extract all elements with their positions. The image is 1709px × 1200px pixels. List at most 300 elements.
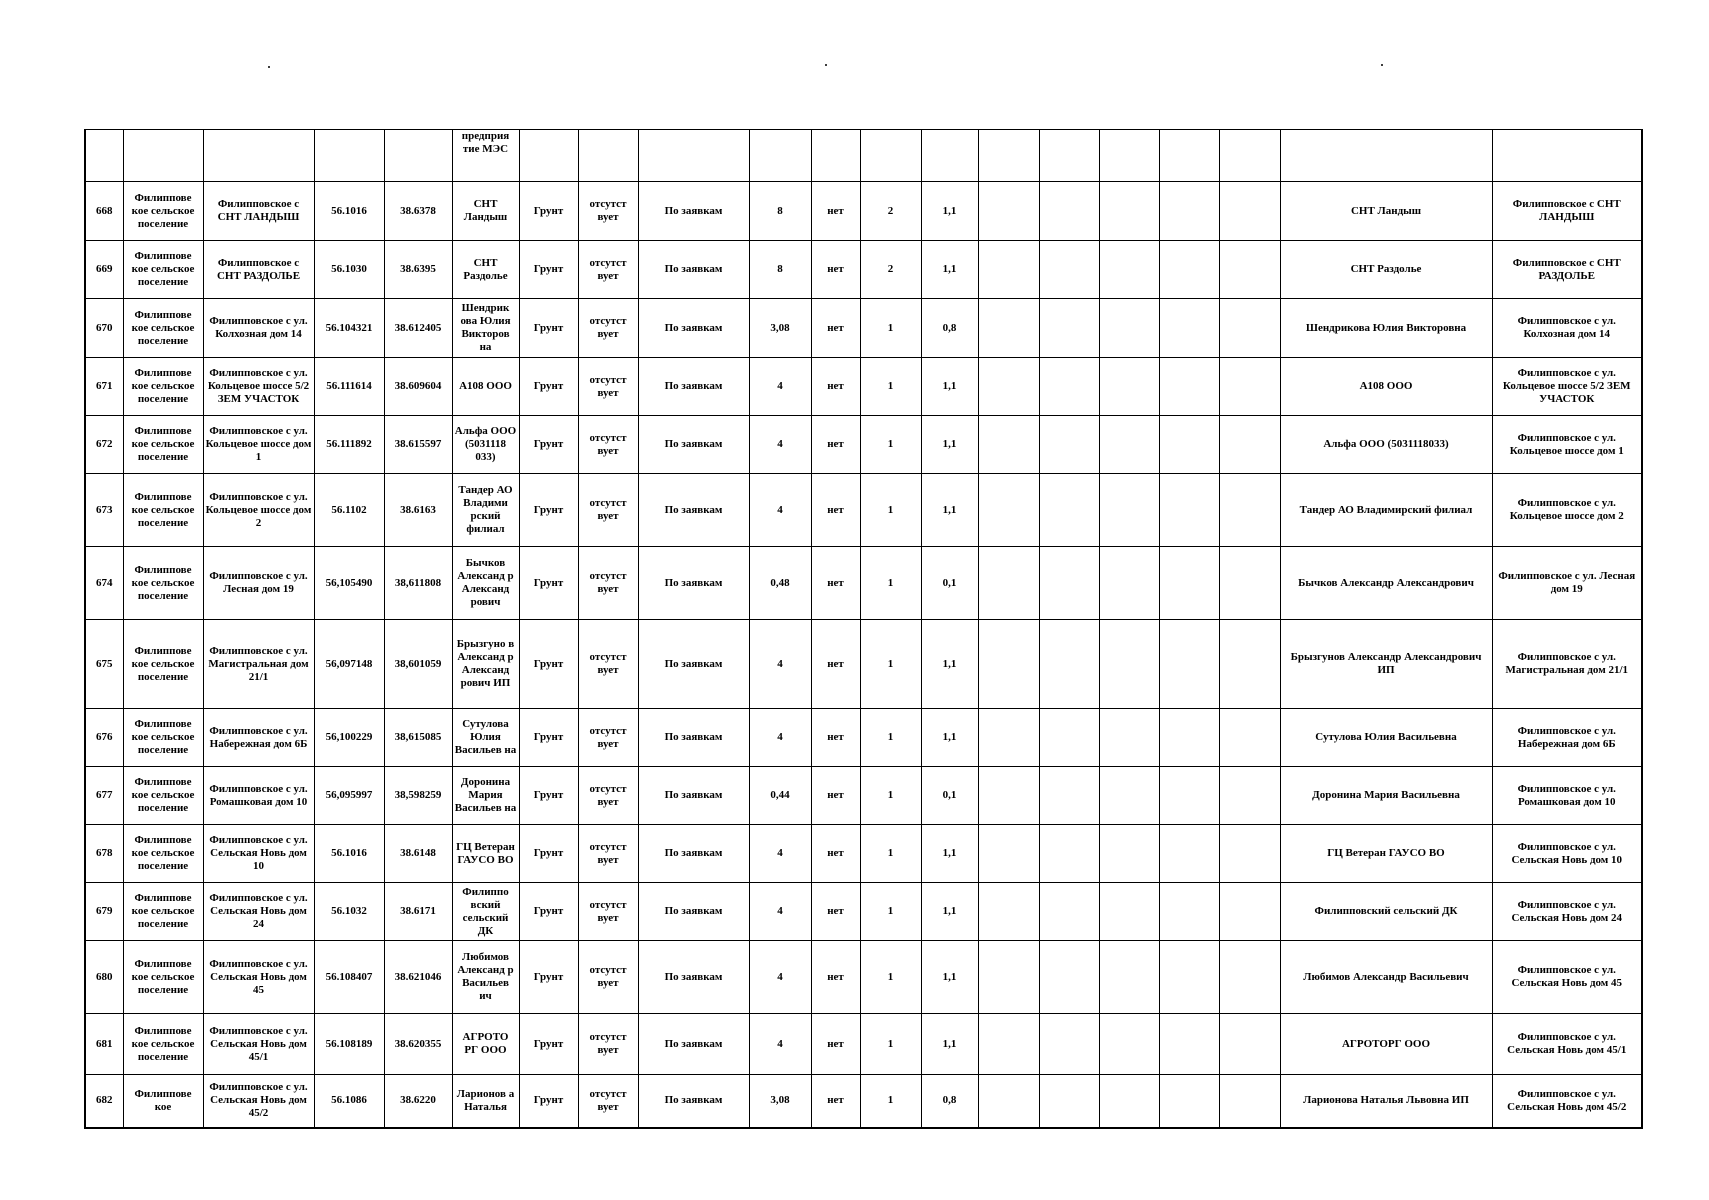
cell-schedule: По заявкам [638, 941, 749, 1014]
cell-num: 679 [85, 883, 123, 941]
cell-empty [1159, 1075, 1219, 1128]
cell-volume [921, 130, 978, 182]
cell-surface: Грунт [519, 474, 578, 547]
cell-settlement: Филиппове кое сельское поселение [123, 767, 203, 825]
cell-num [85, 130, 123, 182]
table-row [85, 1014, 1642, 1075]
cell-source-address: Филипповское с ул. Магистральная дом 21/1 [1492, 620, 1642, 709]
cell-schedule: По заявкам [638, 709, 749, 767]
cell-settlement [123, 130, 203, 182]
cell-empty [978, 1075, 1039, 1128]
cell-containers: 1 [860, 547, 921, 620]
cell-address: Филипповское с ул. Ромашковая дом 10 [203, 767, 314, 825]
table-row [85, 474, 1642, 547]
cell-empty [1099, 358, 1159, 416]
cell-cover: нет [811, 941, 860, 1014]
cell-empty [1159, 130, 1219, 182]
cell-address: Филипповское с ул. Лесная дом 19 [203, 547, 314, 620]
cell-cover: нет [811, 299, 860, 358]
cell-empty [1039, 767, 1099, 825]
cell-lat [314, 130, 384, 182]
cell-empty [1099, 241, 1159, 299]
cell-surface: Грунт [519, 358, 578, 416]
cell-owner: Ларионов а Наталья [452, 1075, 519, 1128]
cell-lat: 56.111614 [314, 358, 384, 416]
cell-containers: 1 [860, 767, 921, 825]
cell-source-address: Филипповское с ул. Ромашковая дом 10 [1492, 767, 1642, 825]
cell-empty [978, 474, 1039, 547]
cell-org: СНТ Ландыш [1280, 182, 1492, 241]
cell-owner: СНТ Ландыш [452, 182, 519, 241]
cell-owner: предприя тие МЭС [452, 130, 519, 182]
cell-cover: нет [811, 825, 860, 883]
cell-source-address: Филипповское с ул. Сельская Новь дом 45/2 [1492, 1075, 1642, 1128]
cell-empty [978, 130, 1039, 182]
cell-empty [1159, 709, 1219, 767]
cell-volume: 1,1 [921, 941, 978, 1014]
cell-empty [1219, 547, 1280, 620]
cell-area [749, 130, 811, 182]
table-row [85, 241, 1642, 299]
cell-empty [1099, 883, 1159, 941]
cell-schedule: По заявкам [638, 883, 749, 941]
cell-settlement: Филиппове кое сельское поселение [123, 182, 203, 241]
cell-empty [1099, 825, 1159, 883]
cell-lat: 56.1016 [314, 182, 384, 241]
cell-owner: А108 ООО [452, 358, 519, 416]
cell-empty [1159, 1014, 1219, 1075]
cell-empty [1159, 241, 1219, 299]
cell-source-address: Филипповское с СНТ ЛАНДЫШ [1492, 182, 1642, 241]
cell-empty [978, 299, 1039, 358]
cell-containers: 1 [860, 620, 921, 709]
cell-owner: АГРОТО РГ ООО [452, 1014, 519, 1075]
cell-empty [1099, 474, 1159, 547]
cell-address: Филипповское с ул. Сельская Новь дом 45/1 [203, 1014, 314, 1075]
table-row [85, 416, 1642, 474]
cell-settlement: Филиппове кое сельское поселение [123, 358, 203, 416]
cell-empty [1039, 1014, 1099, 1075]
cell-schedule [638, 130, 749, 182]
cell-empty [1099, 130, 1159, 182]
cell-empty [1039, 709, 1099, 767]
cell-empty [1099, 941, 1159, 1014]
cell-empty [1219, 883, 1280, 941]
cell-address: Филипповское с ул. Кольцевое шоссе дом 1 [203, 416, 314, 474]
cell-lon: 38,598259 [384, 767, 452, 825]
cell-containers: 1 [860, 825, 921, 883]
cell-org: ГЦ Ветеран ГАУСО ВО [1280, 825, 1492, 883]
cell-empty [1039, 241, 1099, 299]
cell-empty [1099, 1014, 1159, 1075]
cell-empty [1039, 130, 1099, 182]
cell-empty [1219, 299, 1280, 358]
cell-empty [1039, 547, 1099, 620]
cell-lon: 38.6395 [384, 241, 452, 299]
cell-empty [1159, 474, 1219, 547]
cell-cover: нет [811, 182, 860, 241]
cell-lat: 56,097148 [314, 620, 384, 709]
cell-source-address: Филипповское с ул. Сельская Новь дом 24 [1492, 883, 1642, 941]
cell-org: А108 ООО [1280, 358, 1492, 416]
cell-fence: отсутст вует [578, 883, 638, 941]
cell-empty [1219, 709, 1280, 767]
cell-lon: 38.6220 [384, 1075, 452, 1128]
cell-cover: нет [811, 709, 860, 767]
cell-empty [978, 941, 1039, 1014]
cell-surface: Грунт [519, 416, 578, 474]
cell-owner: Сутулова Юлия Васильев на [452, 709, 519, 767]
cell-empty [1039, 620, 1099, 709]
cell-owner: Филиппо вский сельский ДК [452, 883, 519, 941]
registry-table [84, 129, 1643, 1129]
cell-owner: СНТ Раздолье [452, 241, 519, 299]
cell-source-address [1492, 130, 1642, 182]
cell-address: Филипповское с СНТ РАЗДОЛЬЕ [203, 241, 314, 299]
cell-address: Филипповское с ул. Кольцевое шоссе дом 2 [203, 474, 314, 547]
cell-empty [1219, 620, 1280, 709]
cell-lat: 56.1016 [314, 825, 384, 883]
cell-empty [1159, 299, 1219, 358]
cell-schedule: По заявкам [638, 241, 749, 299]
cell-owner: Альфа ООО (5031118 033) [452, 416, 519, 474]
cell-fence: отсутст вует [578, 709, 638, 767]
cell-area: 8 [749, 182, 811, 241]
cell-num: 678 [85, 825, 123, 883]
cell-empty [1159, 825, 1219, 883]
cell-org: АГРОТОРГ ООО [1280, 1014, 1492, 1075]
cell-source-address: Филипповское с ул. Набережная дом 6Б [1492, 709, 1642, 767]
cell-lon: 38.621046 [384, 941, 452, 1014]
cell-empty [1099, 182, 1159, 241]
cell-surface: Грунт [519, 767, 578, 825]
cell-org: Доронина Мария Васильевна [1280, 767, 1492, 825]
cell-lat: 56.1032 [314, 883, 384, 941]
cell-org: Бычков Александр Александрович [1280, 547, 1492, 620]
cell-schedule: По заявкам [638, 358, 749, 416]
cell-schedule: По заявкам [638, 299, 749, 358]
cell-area: 4 [749, 1014, 811, 1075]
cell-volume: 1,1 [921, 358, 978, 416]
cell-volume: 1,1 [921, 416, 978, 474]
cell-volume: 1,1 [921, 474, 978, 547]
cell-schedule: По заявкам [638, 825, 749, 883]
cell-containers: 1 [860, 1075, 921, 1128]
cell-cover: нет [811, 474, 860, 547]
cell-volume: 0,1 [921, 547, 978, 620]
cell-empty [1099, 620, 1159, 709]
cell-surface: Грунт [519, 825, 578, 883]
cell-num: 671 [85, 358, 123, 416]
cell-settlement: Филиппове кое сельское поселение [123, 474, 203, 547]
cell-lat: 56.104321 [314, 299, 384, 358]
cell-volume: 1,1 [921, 620, 978, 709]
cell-area: 4 [749, 941, 811, 1014]
table-row [85, 767, 1642, 825]
cell-num: 682 [85, 1075, 123, 1128]
cell-settlement: Филиппове кое сельское поселение [123, 620, 203, 709]
cell-surface: Грунт [519, 1014, 578, 1075]
cell-empty [1159, 767, 1219, 825]
cell-lon: 38.6378 [384, 182, 452, 241]
cell-settlement: Филиппове кое сельское поселение [123, 883, 203, 941]
cell-surface: Грунт [519, 241, 578, 299]
cell-volume: 0,1 [921, 767, 978, 825]
cell-empty [1039, 941, 1099, 1014]
cell-empty [1219, 182, 1280, 241]
table-row [85, 182, 1642, 241]
cell-num: 675 [85, 620, 123, 709]
cell-empty [978, 182, 1039, 241]
cell-owner: Бычков Александ р Александ рович [452, 547, 519, 620]
cell-lat: 56.1086 [314, 1075, 384, 1128]
cell-address [203, 130, 314, 182]
cell-empty [1039, 299, 1099, 358]
cell-schedule: По заявкам [638, 474, 749, 547]
cell-source-address: Филипповское с ул. Сельская Новь дом 10 [1492, 825, 1642, 883]
cell-cover: нет [811, 241, 860, 299]
cell-cover [811, 130, 860, 182]
cell-owner: ГЦ Ветеран ГАУСО ВО [452, 825, 519, 883]
cell-address: Филипповское с ул. Сельская Новь дом 24 [203, 883, 314, 941]
cell-address: Филипповское с СНТ ЛАНДЫШ [203, 182, 314, 241]
cell-owner: Брызгуно в Александ р Александ рович ИП [452, 620, 519, 709]
cell-containers: 1 [860, 299, 921, 358]
cell-settlement: Филиппове кое сельское поселение [123, 709, 203, 767]
cell-settlement: Филиппове кое сельское поселение [123, 241, 203, 299]
cell-empty [1219, 941, 1280, 1014]
cell-cover: нет [811, 1014, 860, 1075]
cell-lat: 56.111892 [314, 416, 384, 474]
cell-num: 676 [85, 709, 123, 767]
cell-containers: 1 [860, 474, 921, 547]
cell-area: 3,08 [749, 1075, 811, 1128]
cell-volume: 1,1 [921, 182, 978, 241]
cell-empty [1099, 299, 1159, 358]
cell-empty [1159, 416, 1219, 474]
cell-source-address: Филипповское с СНТ РАЗДОЛЬЕ [1492, 241, 1642, 299]
cell-empty [1039, 883, 1099, 941]
cell-num: 673 [85, 474, 123, 547]
cell-area: 3,08 [749, 299, 811, 358]
cell-address: Филипповское с ул. Магистральная дом 21/1 [203, 620, 314, 709]
cell-empty [978, 547, 1039, 620]
table-row [85, 547, 1642, 620]
cell-org: Филипповский сельский ДК [1280, 883, 1492, 941]
cell-schedule: По заявкам [638, 620, 749, 709]
cell-containers: 1 [860, 941, 921, 1014]
cell-empty [978, 709, 1039, 767]
cell-address: Филипповское с ул. Сельская Новь дом 45 [203, 941, 314, 1014]
cell-num: 677 [85, 767, 123, 825]
cell-containers: 1 [860, 416, 921, 474]
cell-empty [1219, 767, 1280, 825]
cell-source-address: Филипповское с ул. Сельская Новь дом 45/1 [1492, 1014, 1642, 1075]
cell-area: 4 [749, 474, 811, 547]
cell-empty [1219, 358, 1280, 416]
cell-fence: отсутст вует [578, 1014, 638, 1075]
cell-cover: нет [811, 883, 860, 941]
cell-fence: отсутст вует [578, 767, 638, 825]
cell-empty [978, 241, 1039, 299]
cell-settlement: Филиппове кое [123, 1075, 203, 1128]
cell-lat: 56,100229 [314, 709, 384, 767]
cell-num: 672 [85, 416, 123, 474]
cell-volume: 1,1 [921, 709, 978, 767]
cell-volume: 1,1 [921, 241, 978, 299]
table-row [85, 299, 1642, 358]
cell-empty [1219, 241, 1280, 299]
cell-address: Филипповское с ул. Колхозная дом 14 [203, 299, 314, 358]
cell-empty [1159, 182, 1219, 241]
cell-surface: Грунт [519, 941, 578, 1014]
cell-lat: 56,095997 [314, 767, 384, 825]
cell-containers: 1 [860, 709, 921, 767]
cell-schedule: По заявкам [638, 1014, 749, 1075]
cell-empty [1099, 1075, 1159, 1128]
cell-owner: Доронина Мария Васильев на [452, 767, 519, 825]
cell-empty [1219, 1075, 1280, 1128]
table-row [85, 709, 1642, 767]
cell-empty [1099, 416, 1159, 474]
cell-fence [578, 130, 638, 182]
cell-cover: нет [811, 358, 860, 416]
cell-containers: 1 [860, 883, 921, 941]
cell-empty [978, 825, 1039, 883]
cell-area: 4 [749, 825, 811, 883]
cell-settlement: Филиппове кое сельское поселение [123, 941, 203, 1014]
cell-volume: 0,8 [921, 299, 978, 358]
cell-address: Филипповское с ул. Сельская Новь дом 10 [203, 825, 314, 883]
cell-fence: отсутст вует [578, 241, 638, 299]
cell-empty [1159, 547, 1219, 620]
cell-cover: нет [811, 620, 860, 709]
table-row [85, 883, 1642, 941]
cell-schedule: По заявкам [638, 182, 749, 241]
cell-surface: Грунт [519, 709, 578, 767]
cell-lat: 56,105490 [314, 547, 384, 620]
cell-empty [1159, 620, 1219, 709]
cell-empty [1219, 416, 1280, 474]
cell-org: Тандер АО Владимирский филиал [1280, 474, 1492, 547]
cell-surface: Грунт [519, 883, 578, 941]
cell-lon: 38.612405 [384, 299, 452, 358]
cell-org: Любимов Александр Васильевич [1280, 941, 1492, 1014]
cell-org: Шендрикова Юлия Викторовна [1280, 299, 1492, 358]
cell-settlement: Филиппове кое сельское поселение [123, 547, 203, 620]
cell-surface [519, 130, 578, 182]
cell-empty [978, 416, 1039, 474]
cell-schedule: По заявкам [638, 767, 749, 825]
cell-empty [1219, 1014, 1280, 1075]
cell-lat: 56.1102 [314, 474, 384, 547]
cell-org [1280, 130, 1492, 182]
cell-owner: Тандер АО Владими рский филиал [452, 474, 519, 547]
cell-address: Филипповское с ул. Сельская Новь дом 45/2 [203, 1075, 314, 1128]
cell-source-address: Филипповское с ул. Кольцевое шоссе 5/2 ЗЕМ УЧАСТОК [1492, 358, 1642, 416]
cell-area: 4 [749, 416, 811, 474]
cell-empty [978, 620, 1039, 709]
cell-empty [1159, 941, 1219, 1014]
cell-lon: 38.6148 [384, 825, 452, 883]
cell-source-address: Филипповское с ул. Колхозная дом 14 [1492, 299, 1642, 358]
scan-speck [825, 64, 827, 66]
cell-containers [860, 130, 921, 182]
cell-fence: отсутст вует [578, 358, 638, 416]
cell-containers: 1 [860, 1014, 921, 1075]
cell-fence: отсутст вует [578, 620, 638, 709]
cell-empty [1039, 1075, 1099, 1128]
cell-cover: нет [811, 547, 860, 620]
cell-empty [1099, 547, 1159, 620]
cell-surface: Грунт [519, 182, 578, 241]
cell-surface: Грунт [519, 1075, 578, 1128]
cell-lon: 38.6163 [384, 474, 452, 547]
cell-containers: 1 [860, 358, 921, 416]
cell-org: Альфа ООО (5031118033) [1280, 416, 1492, 474]
cell-settlement: Филиппове кое сельское поселение [123, 825, 203, 883]
cell-cover: нет [811, 416, 860, 474]
scan-speck [1381, 64, 1383, 66]
cell-lon: 38,611808 [384, 547, 452, 620]
cell-num: 681 [85, 1014, 123, 1075]
cell-surface: Грунт [519, 620, 578, 709]
cell-fence: отсутст вует [578, 825, 638, 883]
cell-empty [1039, 416, 1099, 474]
cell-volume: 1,1 [921, 883, 978, 941]
cell-settlement: Филиппове кое сельское поселение [123, 1014, 203, 1075]
cell-volume: 1,1 [921, 1014, 978, 1075]
cell-area: 4 [749, 709, 811, 767]
cell-area: 8 [749, 241, 811, 299]
cell-schedule: По заявкам [638, 416, 749, 474]
cell-fence: отсутст вует [578, 416, 638, 474]
cell-source-address: Филипповское с ул. Лесная дом 19 [1492, 547, 1642, 620]
cell-lat: 56.108407 [314, 941, 384, 1014]
cell-schedule: По заявкам [638, 547, 749, 620]
cell-org: Ларионова Наталья Львовна ИП [1280, 1075, 1492, 1128]
cell-org: СНТ Раздолье [1280, 241, 1492, 299]
cell-lat: 56.108189 [314, 1014, 384, 1075]
cell-source-address: Филипповское с ул. Кольцевое шоссе дом 2 [1492, 474, 1642, 547]
cell-owner: Шендрик ова Юлия Викторов на [452, 299, 519, 358]
table-row [85, 620, 1642, 709]
cell-num: 670 [85, 299, 123, 358]
cell-cover: нет [811, 767, 860, 825]
cell-org: Сутулова Юлия Васильевна [1280, 709, 1492, 767]
cell-lon: 38.615597 [384, 416, 452, 474]
cell-empty [1159, 883, 1219, 941]
scan-speck [268, 66, 270, 68]
cell-empty [1039, 825, 1099, 883]
table-row [85, 130, 1642, 182]
cell-containers: 2 [860, 241, 921, 299]
cell-surface: Грунт [519, 547, 578, 620]
cell-volume: 1,1 [921, 825, 978, 883]
cell-empty [978, 1014, 1039, 1075]
cell-num: 680 [85, 941, 123, 1014]
cell-containers: 2 [860, 182, 921, 241]
cell-owner: Любимов Александ р Васильев ич [452, 941, 519, 1014]
cell-area: 4 [749, 358, 811, 416]
cell-address: Филипповское с ул. Кольцевое шоссе 5/2 ЗЕМ УЧАСТОК [203, 358, 314, 416]
cell-lon: 38,615085 [384, 709, 452, 767]
cell-fence: отсутст вует [578, 474, 638, 547]
cell-fence: отсутст вует [578, 299, 638, 358]
cell-source-address: Филипповское с ул. Сельская Новь дом 45 [1492, 941, 1642, 1014]
cell-cover: нет [811, 1075, 860, 1128]
cell-lon: 38.6171 [384, 883, 452, 941]
